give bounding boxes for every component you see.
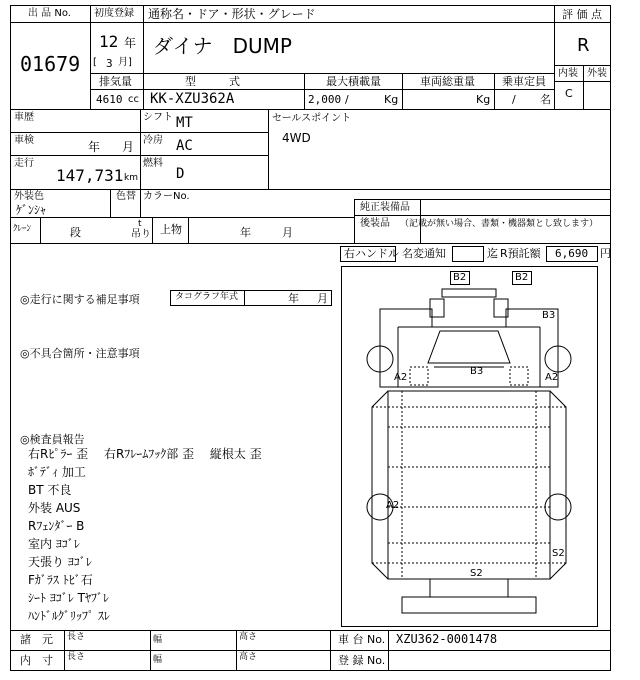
- aftermarket-label: 後装品: [360, 218, 390, 229]
- lot-number: 01679: [20, 52, 81, 76]
- model-value: KK-XZU362A: [150, 91, 235, 107]
- damage-mark: A2: [545, 372, 559, 383]
- inspection-label: 車検: [14, 135, 34, 146]
- height-label: 高さ: [239, 632, 258, 642]
- max-load-label: 最大積載量: [326, 75, 381, 88]
- history-label: 車歴: [14, 112, 34, 123]
- report-line: ｼｰﾄ ﾖｺﾞﾚ Tﾔﾌﾞﾚ: [28, 591, 109, 605]
- mileage-value: 147,731: [56, 166, 124, 185]
- r-deposit-label: R預託額: [500, 247, 541, 260]
- damage-mark: B2: [515, 272, 529, 283]
- tachograph-year: 年: [288, 292, 299, 305]
- car-name: ダイナ DUMP: [153, 34, 292, 58]
- damage-mark: S2: [552, 548, 565, 559]
- gross-weight-unit: Kg: [476, 93, 491, 106]
- first-reg-month: 3: [106, 57, 113, 70]
- sales-point-label: セールスポイント: [272, 113, 352, 124]
- name-label: 通称名・ドア・形状・グレード: [148, 7, 316, 21]
- max-load-sep: /: [345, 93, 349, 106]
- max-load-value: 2,000: [308, 93, 342, 106]
- report-line: 天張り ﾖｺﾞﾚ: [28, 555, 92, 569]
- deadline-label: 迄: [487, 247, 498, 260]
- color-label: 外装色: [14, 191, 44, 202]
- report-line: BT 不良: [28, 483, 72, 497]
- report-line: 右Rﾋﾟﾗｰ 歪 右Rﾌﾚｰﾑﾌｯｸ部 歪 縦根太 歪: [28, 447, 262, 461]
- inner-dim-label: 内 寸: [20, 654, 53, 667]
- chassis-number: XZU362-0001478: [396, 632, 498, 646]
- grade-label: 評 価 点: [562, 8, 602, 21]
- length-label-inner: 長さ: [67, 652, 86, 662]
- r-deposit-value: 6,690: [555, 247, 589, 260]
- displacement-unit: cc: [128, 94, 139, 105]
- fuel-label: 燃料: [143, 158, 163, 169]
- color-change-label: 色替: [116, 191, 136, 202]
- genuine-equipment-label: 純正装備品: [360, 202, 410, 213]
- damage-mark: A2: [394, 372, 408, 383]
- first-reg-month-open: [: [93, 57, 97, 68]
- color-value: ｹﾞﾝｼｬ: [16, 203, 47, 217]
- width-label: 幅: [153, 635, 163, 645]
- tachograph-month: 月: [317, 292, 328, 305]
- damage-mark: A2: [386, 500, 400, 511]
- inspection-year-unit: 年: [88, 140, 101, 154]
- tachograph-label: タコグラフ年式: [175, 292, 239, 302]
- name-change-label: 名変通知: [402, 247, 446, 260]
- displacement-value: 4610: [96, 93, 123, 106]
- chassis-label: 車 台 No.: [338, 633, 386, 646]
- inspector-report-label: ◎検査員報告: [20, 433, 85, 446]
- handle-value: 右ハンドル: [344, 247, 399, 260]
- lot-label: 出 品 No.: [28, 8, 71, 19]
- capacity-unit: 名: [540, 93, 551, 106]
- interior-label: 内装: [558, 68, 578, 79]
- upper-month: 月: [282, 226, 293, 239]
- report-line: Rﾌｪﾝﾀﾞｰ B: [28, 519, 85, 533]
- aircon-value: AC: [176, 138, 193, 154]
- mileage-label: 走行: [14, 158, 34, 169]
- capacity-sep: /: [512, 93, 516, 106]
- registration-label: 登 録 No.: [338, 654, 386, 667]
- name-change-box: [452, 246, 484, 262]
- grade-value: R: [577, 35, 590, 56]
- first-reg-year: 12: [99, 32, 119, 51]
- crane-lift: 吊り: [131, 229, 151, 240]
- model-label: 型 式: [185, 75, 240, 88]
- crane-stage: 段: [70, 226, 81, 239]
- r-deposit-unit: 円: [600, 247, 611, 260]
- driving-notes-label: ◎走行に関する補足事項: [20, 293, 140, 306]
- damage-mark: B3: [470, 366, 484, 377]
- sales-point-value: 4WD: [282, 131, 311, 145]
- report-line: 外装 AUS: [28, 501, 81, 515]
- spec-label: 諸 元: [20, 633, 53, 646]
- vehicle-diagram: [341, 266, 598, 627]
- crane-label: ｸﾚｰﾝ: [13, 224, 32, 234]
- first-reg-month-unit: 月]: [118, 57, 132, 68]
- report-line: ﾊﾝﾄﾞﾙｸﾞﾘｯﾌﾟ ｽﾚ: [28, 609, 110, 623]
- height-label-inner: 高さ: [239, 652, 258, 662]
- length-label: 長さ: [67, 632, 86, 642]
- shift-label: シフト: [143, 112, 173, 123]
- report-line: ﾎﾞﾃﾞｨ 加工: [28, 465, 86, 479]
- aftermarket-note: （記載が無い場合、書類・機器類とし致します）: [400, 219, 599, 229]
- crane-ton: t: [138, 219, 142, 229]
- damage-mark: S2: [470, 568, 483, 579]
- damage-mark: B2: [453, 272, 467, 283]
- displacement-label: 排気量: [99, 75, 132, 88]
- first-reg-year-unit: 年: [124, 36, 137, 50]
- defect-notes-label: ◎不具合箇所・注意事項: [20, 347, 140, 360]
- interior-value: C: [565, 87, 573, 100]
- shift-value: MT: [176, 115, 193, 131]
- report-line: 室内 ﾖｺﾞﾚ: [28, 537, 80, 551]
- upper-year: 年: [240, 226, 251, 239]
- inspection-month-unit: 月: [122, 140, 135, 154]
- exterior-label: 外装: [587, 68, 607, 79]
- fuel-value: D: [176, 166, 185, 182]
- mileage-unit: km: [124, 173, 138, 183]
- capacity-label: 乗車定員: [502, 75, 546, 88]
- color-code-label: カラーNo.: [143, 191, 190, 202]
- max-load-unit: Kg: [384, 93, 399, 106]
- report-line: Fｶﾞﾗｽ ﾄﾋﾞ石: [28, 573, 93, 587]
- aircon-label: 冷房: [143, 135, 163, 146]
- gross-weight-label: 車両総重量: [420, 75, 475, 88]
- upper-label: 上物: [160, 223, 182, 236]
- damage-mark: B3: [542, 310, 556, 321]
- width-label-inner: 幅: [153, 655, 163, 665]
- first-reg-label: 初度登録: [94, 8, 134, 19]
